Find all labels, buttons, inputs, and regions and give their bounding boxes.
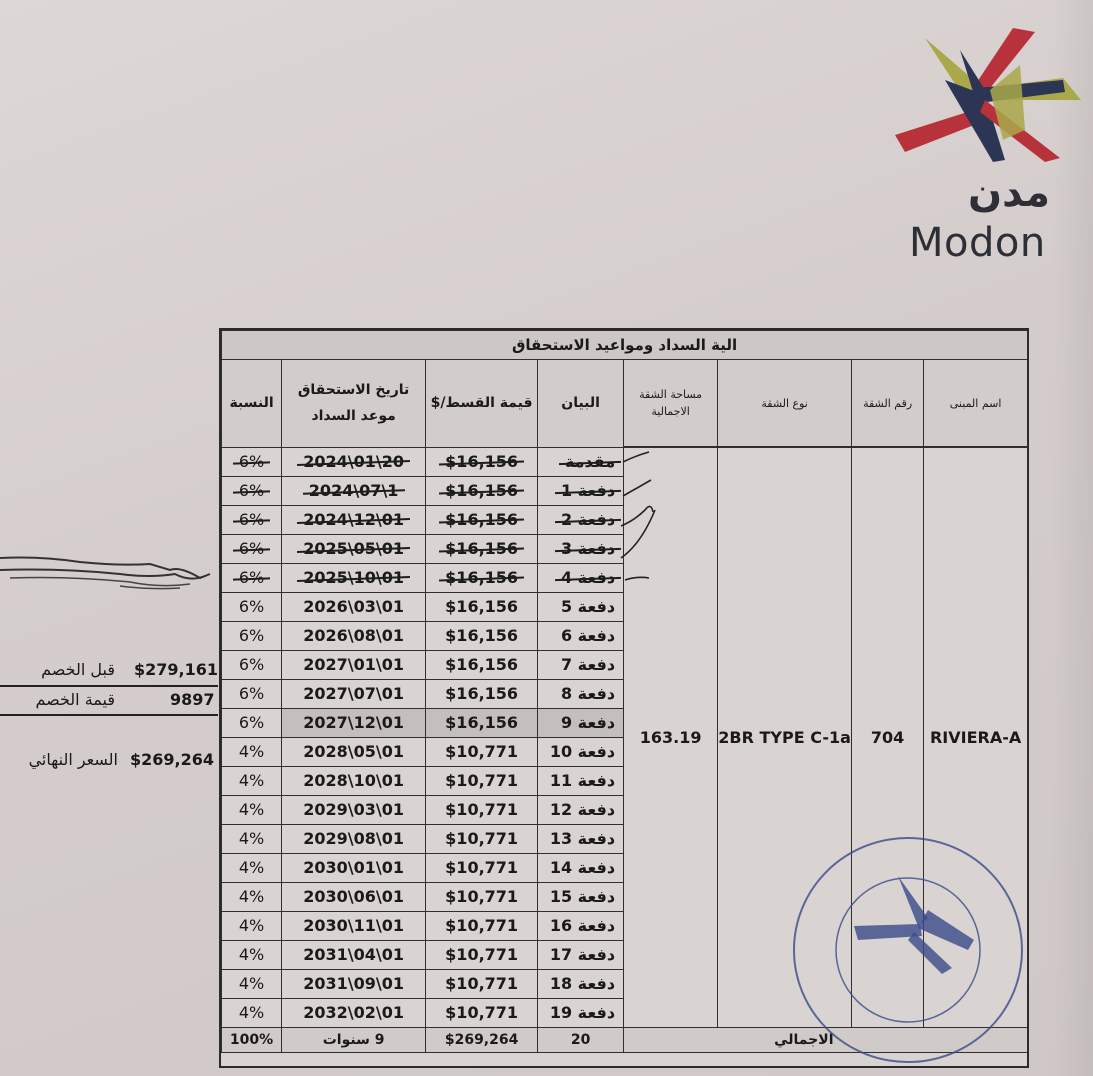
unit-number-cell: 704	[852, 447, 924, 1027]
installment-percentage-cell	[222, 853, 282, 882]
installment-percentage: 4%	[238, 742, 265, 761]
installment-amount-cell	[426, 882, 538, 911]
installment-label: مقدمة	[564, 452, 616, 471]
installment-label-cell	[538, 737, 624, 766]
installment-percentage: 6%	[238, 655, 265, 674]
installment-percentage: 6%	[238, 452, 265, 471]
installment-amount-cell	[426, 998, 538, 1027]
logo-arabic-text: مدن	[967, 170, 1050, 216]
installment-amount-cell	[426, 534, 538, 563]
installment-label: دفعة 15	[549, 887, 616, 906]
installment-percentage: 6%	[238, 510, 265, 529]
installment-amount-cell	[426, 708, 538, 737]
divider-line	[0, 714, 218, 716]
installment-due-date: 2028\10\01	[303, 771, 404, 790]
installment-label-cell	[538, 940, 624, 969]
building-name-cell: RIVIERA-A	[924, 447, 1028, 1027]
installment-due-date: 2025\05\01	[303, 539, 404, 558]
installment-amount: $10,771	[445, 887, 519, 906]
installment-percentage-cell	[222, 621, 282, 650]
header-installment-value: قيمة القسط/$	[426, 360, 538, 448]
installment-label-cell	[538, 679, 624, 708]
installment-due-date: 2024\07\1	[308, 481, 399, 500]
installment-percentage-cell	[222, 824, 282, 853]
installment-amount: $16,156	[445, 568, 519, 587]
installment-date-cell	[282, 563, 426, 592]
installment-amount: $10,771	[445, 829, 519, 848]
installment-label-cell	[538, 476, 624, 505]
installment-percentage: 4%	[238, 974, 265, 993]
installment-percentage: 6%	[238, 568, 265, 587]
installment-amount-cell	[426, 621, 538, 650]
installment-date-cell	[282, 476, 426, 505]
installment-due-date: 2025\10\01	[303, 568, 404, 587]
totals-amount: $269,264	[426, 1027, 538, 1052]
divider-line	[0, 685, 218, 687]
installment-label-cell	[538, 563, 624, 592]
installment-percentage-cell	[222, 679, 282, 708]
installment-percentage: 4%	[238, 945, 265, 964]
header-building-name: اسم المبنى	[924, 360, 1028, 448]
installment-amount-cell	[426, 447, 538, 476]
installment-label: دفعة 14	[549, 858, 616, 877]
installment-percentage-cell	[222, 447, 282, 476]
installment-label-cell	[538, 882, 624, 911]
header-unit-number: رقم الشقة	[852, 360, 924, 448]
installment-amount: $10,771	[445, 974, 519, 993]
installment-percentage: 6%	[238, 713, 265, 732]
installment-percentage: 6%	[238, 626, 265, 645]
installment-amount-cell	[426, 592, 538, 621]
installment-label: دفعة 19	[549, 1003, 616, 1022]
totals-duration: 9 سنوات	[282, 1027, 426, 1052]
installment-due-date: 2031\09\01	[303, 974, 404, 993]
totals-percentage: 100%	[222, 1027, 282, 1052]
installment-amount: $16,156	[445, 510, 519, 529]
installment-amount-cell	[426, 969, 538, 998]
installment-label: دفعة 1	[560, 481, 616, 500]
installment-percentage-cell	[222, 795, 282, 824]
installment-percentage-cell	[222, 650, 282, 679]
installment-date-cell	[282, 737, 426, 766]
installment-percentage: 6%	[238, 539, 265, 558]
installment-due-date: 2030\11\01	[303, 916, 404, 935]
installment-percentage-cell	[222, 476, 282, 505]
installment-date-cell	[282, 969, 426, 998]
installment-date-cell	[282, 679, 426, 708]
installment-label: دفعة 5	[560, 597, 616, 616]
final-price-value: $269,264	[130, 750, 215, 769]
installment-amount-cell	[426, 824, 538, 853]
installment-label: دفعة 7	[560, 655, 616, 674]
installment-label-cell	[538, 998, 624, 1027]
installment-due-date: 2026\03\01	[303, 597, 404, 616]
installment-date-cell	[282, 998, 426, 1027]
table-title: الية السداد ومواعيد الاستحقاق	[222, 331, 1028, 360]
installment-percentage: 6%	[238, 597, 265, 616]
installment-label-cell	[538, 824, 624, 853]
modon-logo	[885, 20, 1085, 270]
installment-percentage: 4%	[238, 800, 265, 819]
installment-label: دفعة 4	[560, 568, 616, 587]
installment-percentage: 4%	[238, 858, 265, 877]
modon-company-stamp	[788, 828, 1028, 1068]
installment-amount: $16,156	[445, 626, 519, 645]
installment-due-date: 2030\01\01	[303, 858, 404, 877]
installment-percentage-cell	[222, 563, 282, 592]
installment-percentage-cell	[222, 534, 282, 563]
handwritten-signature-scribble	[0, 548, 215, 598]
installment-due-date: 2027\12\01	[303, 713, 404, 732]
installment-label-cell	[538, 650, 624, 679]
installment-amount: $10,771	[445, 1003, 519, 1022]
installment-label-cell	[538, 534, 624, 563]
installment-label: دفعة 10	[549, 742, 616, 761]
installment-amount: $16,156	[445, 655, 519, 674]
final-price-label: السعر النهائي	[28, 750, 118, 769]
installment-percentage: 4%	[238, 887, 265, 906]
installment-label: دفعة 12	[549, 800, 616, 819]
header-percentage: النسبة	[222, 360, 282, 448]
installment-amount-cell	[426, 505, 538, 534]
installment-label-cell	[538, 853, 624, 882]
installment-label-cell	[538, 447, 624, 476]
installment-percentage-cell	[222, 737, 282, 766]
installment-percentage: 4%	[238, 916, 265, 935]
before-discount-value: $279,161	[134, 660, 219, 679]
installment-percentage-cell	[222, 998, 282, 1027]
installment-due-date: 2028\05\01	[303, 742, 404, 761]
installment-label: دفعة 16	[549, 916, 616, 935]
before-discount-label: قبل الخصم	[41, 660, 115, 679]
installment-label: دفعة 13	[549, 829, 616, 848]
installment-label: دفعة 3	[560, 539, 616, 558]
installment-amount: $16,156	[445, 597, 519, 616]
installment-date-cell	[282, 911, 426, 940]
installment-percentage-cell	[222, 766, 282, 795]
installment-amount: $10,771	[445, 858, 519, 877]
installment-due-date: 2029\03\01	[303, 800, 404, 819]
installment-due-date: 2029\08\01	[303, 829, 404, 848]
installment-amount-cell	[426, 940, 538, 969]
installment-label-cell	[538, 969, 624, 998]
header-description: البيان	[538, 360, 624, 448]
paid-check-marks	[615, 440, 665, 600]
installment-percentage: 4%	[238, 1003, 265, 1022]
header-unit-area: مساحة الشقة الاجمالية	[624, 360, 718, 448]
installment-label: دفعة 17	[549, 945, 616, 964]
installment-percentage-cell	[222, 911, 282, 940]
installment-percentage: 6%	[238, 481, 265, 500]
installment-due-date: 2026\08\01	[303, 626, 404, 645]
installment-date-cell	[282, 795, 426, 824]
installment-amount-cell	[426, 737, 538, 766]
installment-amount-cell	[426, 476, 538, 505]
installment-amount-cell	[426, 853, 538, 882]
installment-due-date: 2031\04\01	[303, 945, 404, 964]
installment-percentage: 6%	[238, 684, 265, 703]
installment-percentage-cell	[222, 969, 282, 998]
installment-amount-cell	[426, 795, 538, 824]
installment-amount: $16,156	[445, 481, 519, 500]
installment-label: دفعة 6	[560, 626, 616, 645]
header-unit-type: نوع الشقة	[718, 360, 852, 448]
installment-date-cell	[282, 940, 426, 969]
installment-date-cell	[282, 650, 426, 679]
installment-amount: $16,156	[445, 684, 519, 703]
installment-label: دفعة 11	[549, 771, 616, 790]
installment-date-cell	[282, 853, 426, 882]
logo-latin-text: Modon	[909, 220, 1046, 266]
installment-label-cell	[538, 766, 624, 795]
installment-date-cell	[282, 505, 426, 534]
installment-percentage-cell	[222, 940, 282, 969]
totals-label: الاجمالي	[624, 1027, 1028, 1052]
installment-amount: $16,156	[445, 452, 519, 471]
installment-label-cell	[538, 911, 624, 940]
totals-count: 20	[538, 1027, 624, 1052]
installment-date-cell	[282, 708, 426, 737]
installment-date-cell	[282, 447, 426, 476]
installment-amount: $10,771	[445, 742, 519, 761]
installment-label: دفعة 9	[560, 713, 616, 732]
installment-label-cell	[538, 592, 624, 621]
installment-amount: $16,156	[445, 713, 519, 732]
header-due-date: تاريخ الاستحقاق موعد السداد	[282, 360, 426, 448]
installment-percentage: 4%	[238, 829, 265, 848]
unit-area-cell: 163.19	[624, 447, 718, 1027]
installment-amount: $10,771	[445, 800, 519, 819]
installment-due-date: 2027\01\01	[303, 655, 404, 674]
installment-percentage-cell	[222, 882, 282, 911]
installment-amount-cell	[426, 563, 538, 592]
installment-date-cell	[282, 534, 426, 563]
installment-amount: $16,156	[445, 539, 519, 558]
installment-date-cell	[282, 621, 426, 650]
installment-label-cell	[538, 708, 624, 737]
unit-type-cell: 2BR TYPE C-1a	[718, 447, 852, 1027]
installment-label: دفعة 18	[549, 974, 616, 993]
installment-amount-cell	[426, 679, 538, 708]
installment-label-cell	[538, 505, 624, 534]
installment-amount-cell	[426, 911, 538, 940]
discount-value: 9897	[170, 690, 215, 709]
installment-date-cell	[282, 592, 426, 621]
installment-due-date: 2027\07\01	[303, 684, 404, 703]
installment-date-cell	[282, 882, 426, 911]
installment-amount: $10,771	[445, 916, 519, 935]
installment-percentage-cell	[222, 592, 282, 621]
installment-date-cell	[282, 824, 426, 853]
installment-label-cell	[538, 621, 624, 650]
installment-date-cell	[282, 766, 426, 795]
installment-percentage-cell	[222, 505, 282, 534]
installment-due-date: 2024\01\20	[303, 452, 404, 471]
installment-due-date: 2032\02\01	[303, 1003, 404, 1022]
modon-star-icon	[885, 20, 1085, 170]
installment-amount: $10,771	[445, 945, 519, 964]
installment-due-date: 2030\06\01	[303, 887, 404, 906]
installment-percentage: 4%	[238, 771, 265, 790]
installment-label-cell	[538, 795, 624, 824]
installment-label: دفعة 2	[560, 510, 616, 529]
installment-amount: $10,771	[445, 771, 519, 790]
discount-label: قيمة الخصم	[35, 690, 115, 709]
installment-amount-cell	[426, 650, 538, 679]
installment-amount-cell	[426, 766, 538, 795]
installment-due-date: 2024\12\01	[303, 510, 404, 529]
installment-percentage-cell	[222, 708, 282, 737]
installment-label: دفعة 8	[560, 684, 616, 703]
